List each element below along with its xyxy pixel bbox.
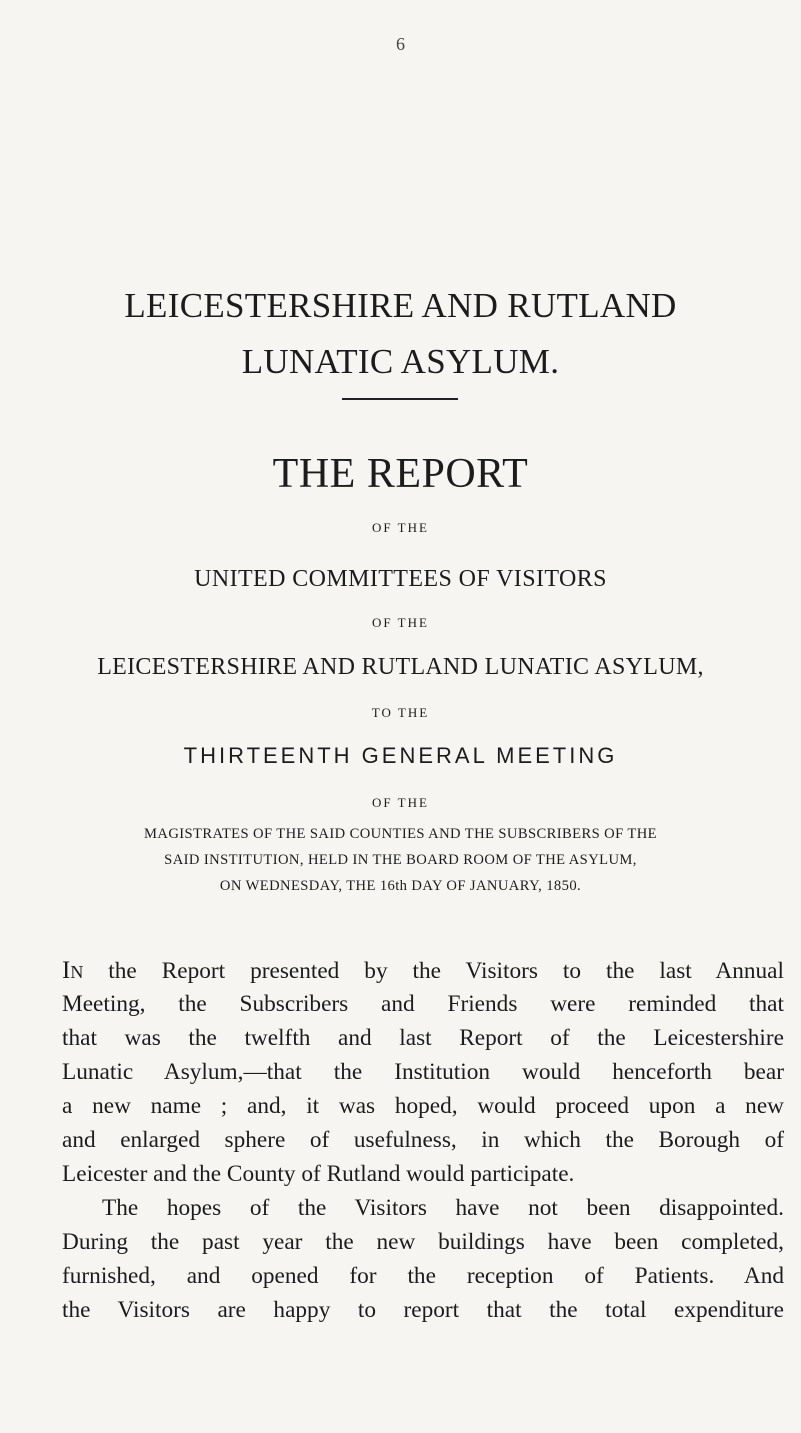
page-number: 6	[396, 34, 405, 54]
title-line-2: LUNATIC ASYLUM.	[241, 342, 560, 381]
paragraph-line: furnished, and opened for the reception of Patients. And	[62, 1263, 784, 1289]
title-divider	[342, 398, 458, 400]
committees-heading: UNITED COMMITTEES OF VISITORS	[194, 566, 607, 592]
paragraph-line: Leicester and the County of Rutland would participate.	[62, 1161, 575, 1187]
paragraph-line: During the past year the new buildings have been completed,	[62, 1229, 784, 1255]
paragraph-line: Meeting, the Subscribers and Friends were reminded that	[62, 991, 784, 1017]
magistrates-line: ON WEDNESDAY, THE 16th DAY OF JANUARY, 1850.	[219, 878, 582, 894]
of-the-label: OF THE	[372, 795, 429, 810]
paragraph-line: that was the twelfth and last Report of the Leicestershire	[62, 1025, 784, 1051]
report-title: THE REPORT	[272, 451, 529, 497]
paragraph-line: the Visitors are happy to report that the total expenditure	[62, 1297, 784, 1323]
paragraph-line: The hopes of the Visitors have not been disappointed.	[102, 1195, 784, 1221]
paragraph-line: and enlarged sphere of usefulness, in which the Borough of	[62, 1127, 784, 1153]
paragraph-line: a new name ; and, it was hoped, would proceed upon a new	[62, 1093, 784, 1119]
magistrates-line: SAID INSTITUTION, HELD IN THE BOARD ROOM OF THE ASYLUM,	[164, 852, 637, 868]
of-the-label: OF THE	[372, 520, 429, 535]
paragraph-line: Lunatic Asylum,—that the Institution would henceforth bear	[62, 1059, 784, 1085]
meeting-heading: THIRTEENTH GENERAL MEETING	[183, 743, 618, 768]
to-the-label: TO THE	[371, 705, 430, 720]
opening-word: In	[62, 957, 84, 984]
title-line-1: LEICESTERSHIRE AND RUTLAND	[124, 286, 677, 325]
of-the-label: OF THE	[372, 615, 429, 630]
asylum-heading: LEICESTERSHIRE AND RUTLAND LUNATIC ASYLUM,	[97, 654, 704, 680]
paragraph-line: In the Report presented by the Visitors to the last Annual	[62, 957, 784, 984]
magistrates-line: MAGISTRATES OF THE SAID COUNTIES AND THE SUBSCRIBERS OF THE	[144, 826, 657, 842]
